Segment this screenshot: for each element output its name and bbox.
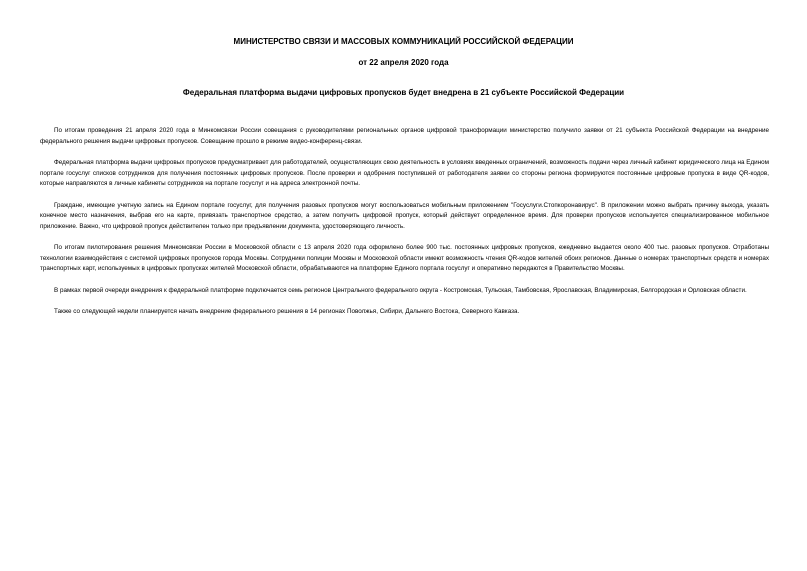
paragraph-citizens-passes: Граждане, имеющие учетную запись на Едином портале госуслуг, для получения разовых пропусков могут воспользоваться мобильным приложением "Госуслуги.Стопкоронавирус". В приложении можно выбрать причину выхода, указать конечное место назначения, выбрав его на карте, привязать транспортное средство, а затем получить цифровой пропуск, который действует определенное время. Для проверки пропусков используется специализированное мобильное приложение. Важно, что цифровой пропуск действителен только при предъявлении документа, удостоверяющего личность. (40, 201, 769, 230)
paragraph-meeting-results: По итогам проведения 21 апреля 2020 года в Минкомсвязи России совещания с руководителями региональных органов цифровой трансформации министерство получило заявки от 21 субъекта Российской Федерации на внедрение федерального решения выдачи цифровых пропусков. Совещание прошло в режиме видео-конференц-связи. (40, 127, 769, 145)
document-date: от 22 апреля 2020 года (358, 58, 449, 67)
paragraph-pilot-results: По итогам пилотирования решения Минкомсвязи России в Московской области с 13 апреля 2020 года оформлено более 900 тыс. постоянных цифровых пропусков, ежедневно выдается около 400 тыс. разовых пропусков. Отработаны технологии взаимодействия с системой цифровых пропусков города Москвы. Сотрудники полиции Москвы и Московской области имеют возможность чтения QR-кодов жителей обоих регионов. Данные о номерах транспортных средств и номерах транспортных карт, используемых в цифровых пропусках жителей Московской области, обрабатываются на платформе Единого портала госуслуг и оперативно передаются в Правительство Москвы. (40, 244, 769, 272)
ministry-heading: МИНИСТЕРСТВО СВЯЗИ И МАССОВЫХ КОММУНИКАЦИЙ РОССИЙСКОЙ ФЕДЕРАЦИИ (233, 37, 574, 46)
paragraph-platform-description: Федеральная платформа выдачи цифровых пропусков предусматривает для работодателей, осуществляющих свою деятельность в условиях введенных ограничений, возможность подачи через личный кабинет юридического лица на Едином портале госуслуг списков сотрудников для получения постоянных цифровых пропусков. После проверки и одобрения поступившей от работодателя заявки со стороны региона формируются постоянные цифровые пропуска в виде QR-кодов, которые направляются в личные кабинеты сотрудников на портале госуслуг и на адреса электронной почты. (40, 159, 769, 187)
paragraph-first-stage-regions: В рамках первой очереди внедрения к федеральной платформе подключается семь регионов Центрального федерального округа - Костромская, Тульская, Тамбовская, Ярославская, Владимирская, Белгородская и Орловская области. (54, 286, 747, 294)
document-title: Федеральная платформа выдачи цифровых пропусков будет внедрена в 21 субъекте Российской Федерации (182, 88, 625, 97)
paragraph-next-week-plans: Также со следующей недели планируется начать внедрение федерального решения в 14 регионах Поволжья, Сибири, Дальнего Востока, Северного Кавказа. (54, 308, 520, 315)
document-body (40, 126, 769, 329)
